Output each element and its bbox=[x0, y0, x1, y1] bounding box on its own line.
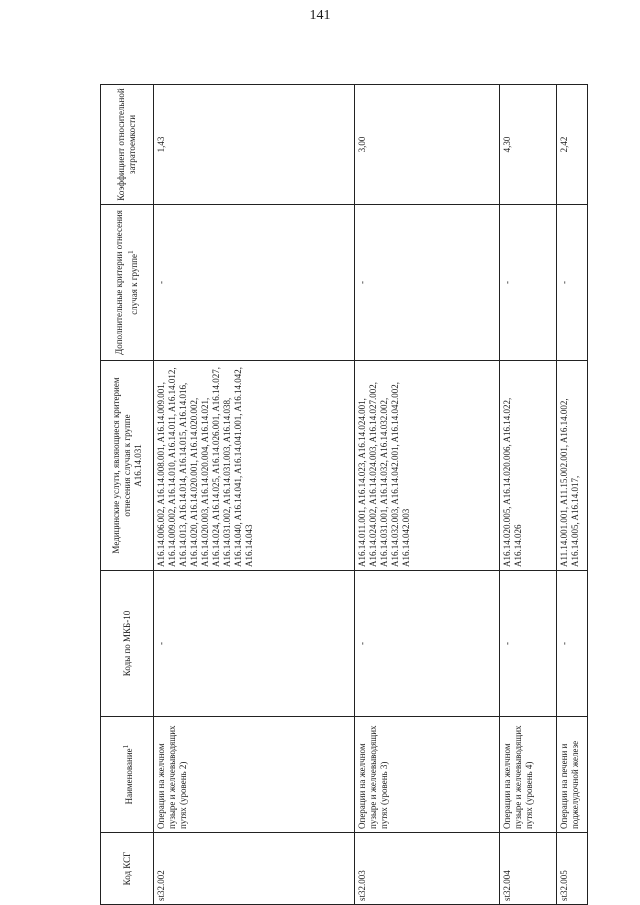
services-prefix: A16.14.031 bbox=[132, 444, 143, 487]
header-ksg-code: Код КСГ bbox=[101, 833, 154, 905]
cell-services: A16.14.006.002, A16.14.008.001, A16.14.009.001, A16.14.009.002, A16.14.010, A16.14.011, A16.14.012, A16.14.013, A16.14.014, A16.14.015, A16.14.016, A16.14.020, A16.14.020.001, A16.14.020.002, A16.14.020.003, A16.14.020.004, A16.14.021, A16.14.024, A16.14.025, A16.14.026.001, A16.14.027, A16.14.031.002, A16.14.031.003, A16.14.038, A16.14.040, A16.14.041, A16.14.041.001, A16.14.042, A16.14.043 bbox=[154, 361, 355, 571]
cell-mkb: - bbox=[557, 571, 588, 717]
cell-ksg-code: st32.005 bbox=[557, 833, 588, 905]
table-row bbox=[500, 85, 557, 905]
cell-coefficient: 1,43 bbox=[154, 85, 355, 205]
cell-name: Операции на желчном пузыре и желчевыводящих путях (уровень 2) bbox=[154, 717, 355, 833]
header-name: Наименование$^1$ bbox=[101, 717, 154, 833]
cell-mkb: - bbox=[154, 571, 355, 717]
cell-services: A11.14.001.001, A11.15.002.001, A16.14.002, A16.14.005, A16.14.017, bbox=[557, 361, 588, 571]
header-mkb-codes: Коды по МКБ-10 bbox=[101, 571, 154, 717]
cell-extra-criteria: - bbox=[557, 205, 588, 361]
rotated-table-container bbox=[100, 85, 580, 905]
cell-ksg-code: st32.004 bbox=[500, 833, 557, 905]
cell-ksg-code: st32.003 bbox=[355, 833, 500, 905]
cell-name: Операции на желчном пузыре и желчевыводящих путях (уровень 4) bbox=[500, 717, 557, 833]
cell-ksg-code: st32.002 bbox=[154, 833, 355, 905]
cell-coefficient: 2,42 bbox=[557, 85, 588, 205]
cell-name: Операции на желчном пузыре и желчевыводящих путях (уровень 3) bbox=[355, 717, 500, 833]
table-row bbox=[557, 85, 588, 905]
table-row bbox=[154, 85, 355, 905]
cell-extra-criteria: - bbox=[154, 205, 355, 361]
table-row bbox=[355, 85, 500, 905]
cell-extra-criteria: - bbox=[355, 205, 500, 361]
page-number: 141 bbox=[309, 8, 331, 23]
header-services: Медицинские услуги, являющиеся критерием отнесения случая к группе A16.14.031 bbox=[101, 361, 154, 571]
cell-mkb: - bbox=[355, 571, 500, 717]
cell-mkb: - bbox=[500, 571, 557, 717]
header-extra-criteria: Дополнительные критерии отнесения случая к группе$^1$ bbox=[101, 205, 154, 361]
header-coefficient: Коэффициент относительной затратоемкости bbox=[101, 85, 154, 205]
table-header-row bbox=[101, 85, 154, 905]
cell-services: A16.14.020.005, A16.14.020.006, A16.14.022, A16.14.026 bbox=[500, 361, 557, 571]
ksg-table bbox=[100, 84, 588, 905]
cell-coefficient: 4,30 bbox=[500, 85, 557, 205]
cell-name: Операции на печени и поджелудочной железе bbox=[557, 717, 588, 833]
cell-services: A16.14.011.001, A16.14.023, A16.14.024.001, A16.14.024.002, A16.14.024.003, A16.14.027.002, A16.14.031.001, A16.14.032, A16.14.032.002, A16.14.032.003, A16.14.042.001, A16.14.042.002, A16.14.042.003 bbox=[355, 361, 500, 571]
cell-extra-criteria: - bbox=[500, 205, 557, 361]
cell-coefficient: 3,00 bbox=[355, 85, 500, 205]
